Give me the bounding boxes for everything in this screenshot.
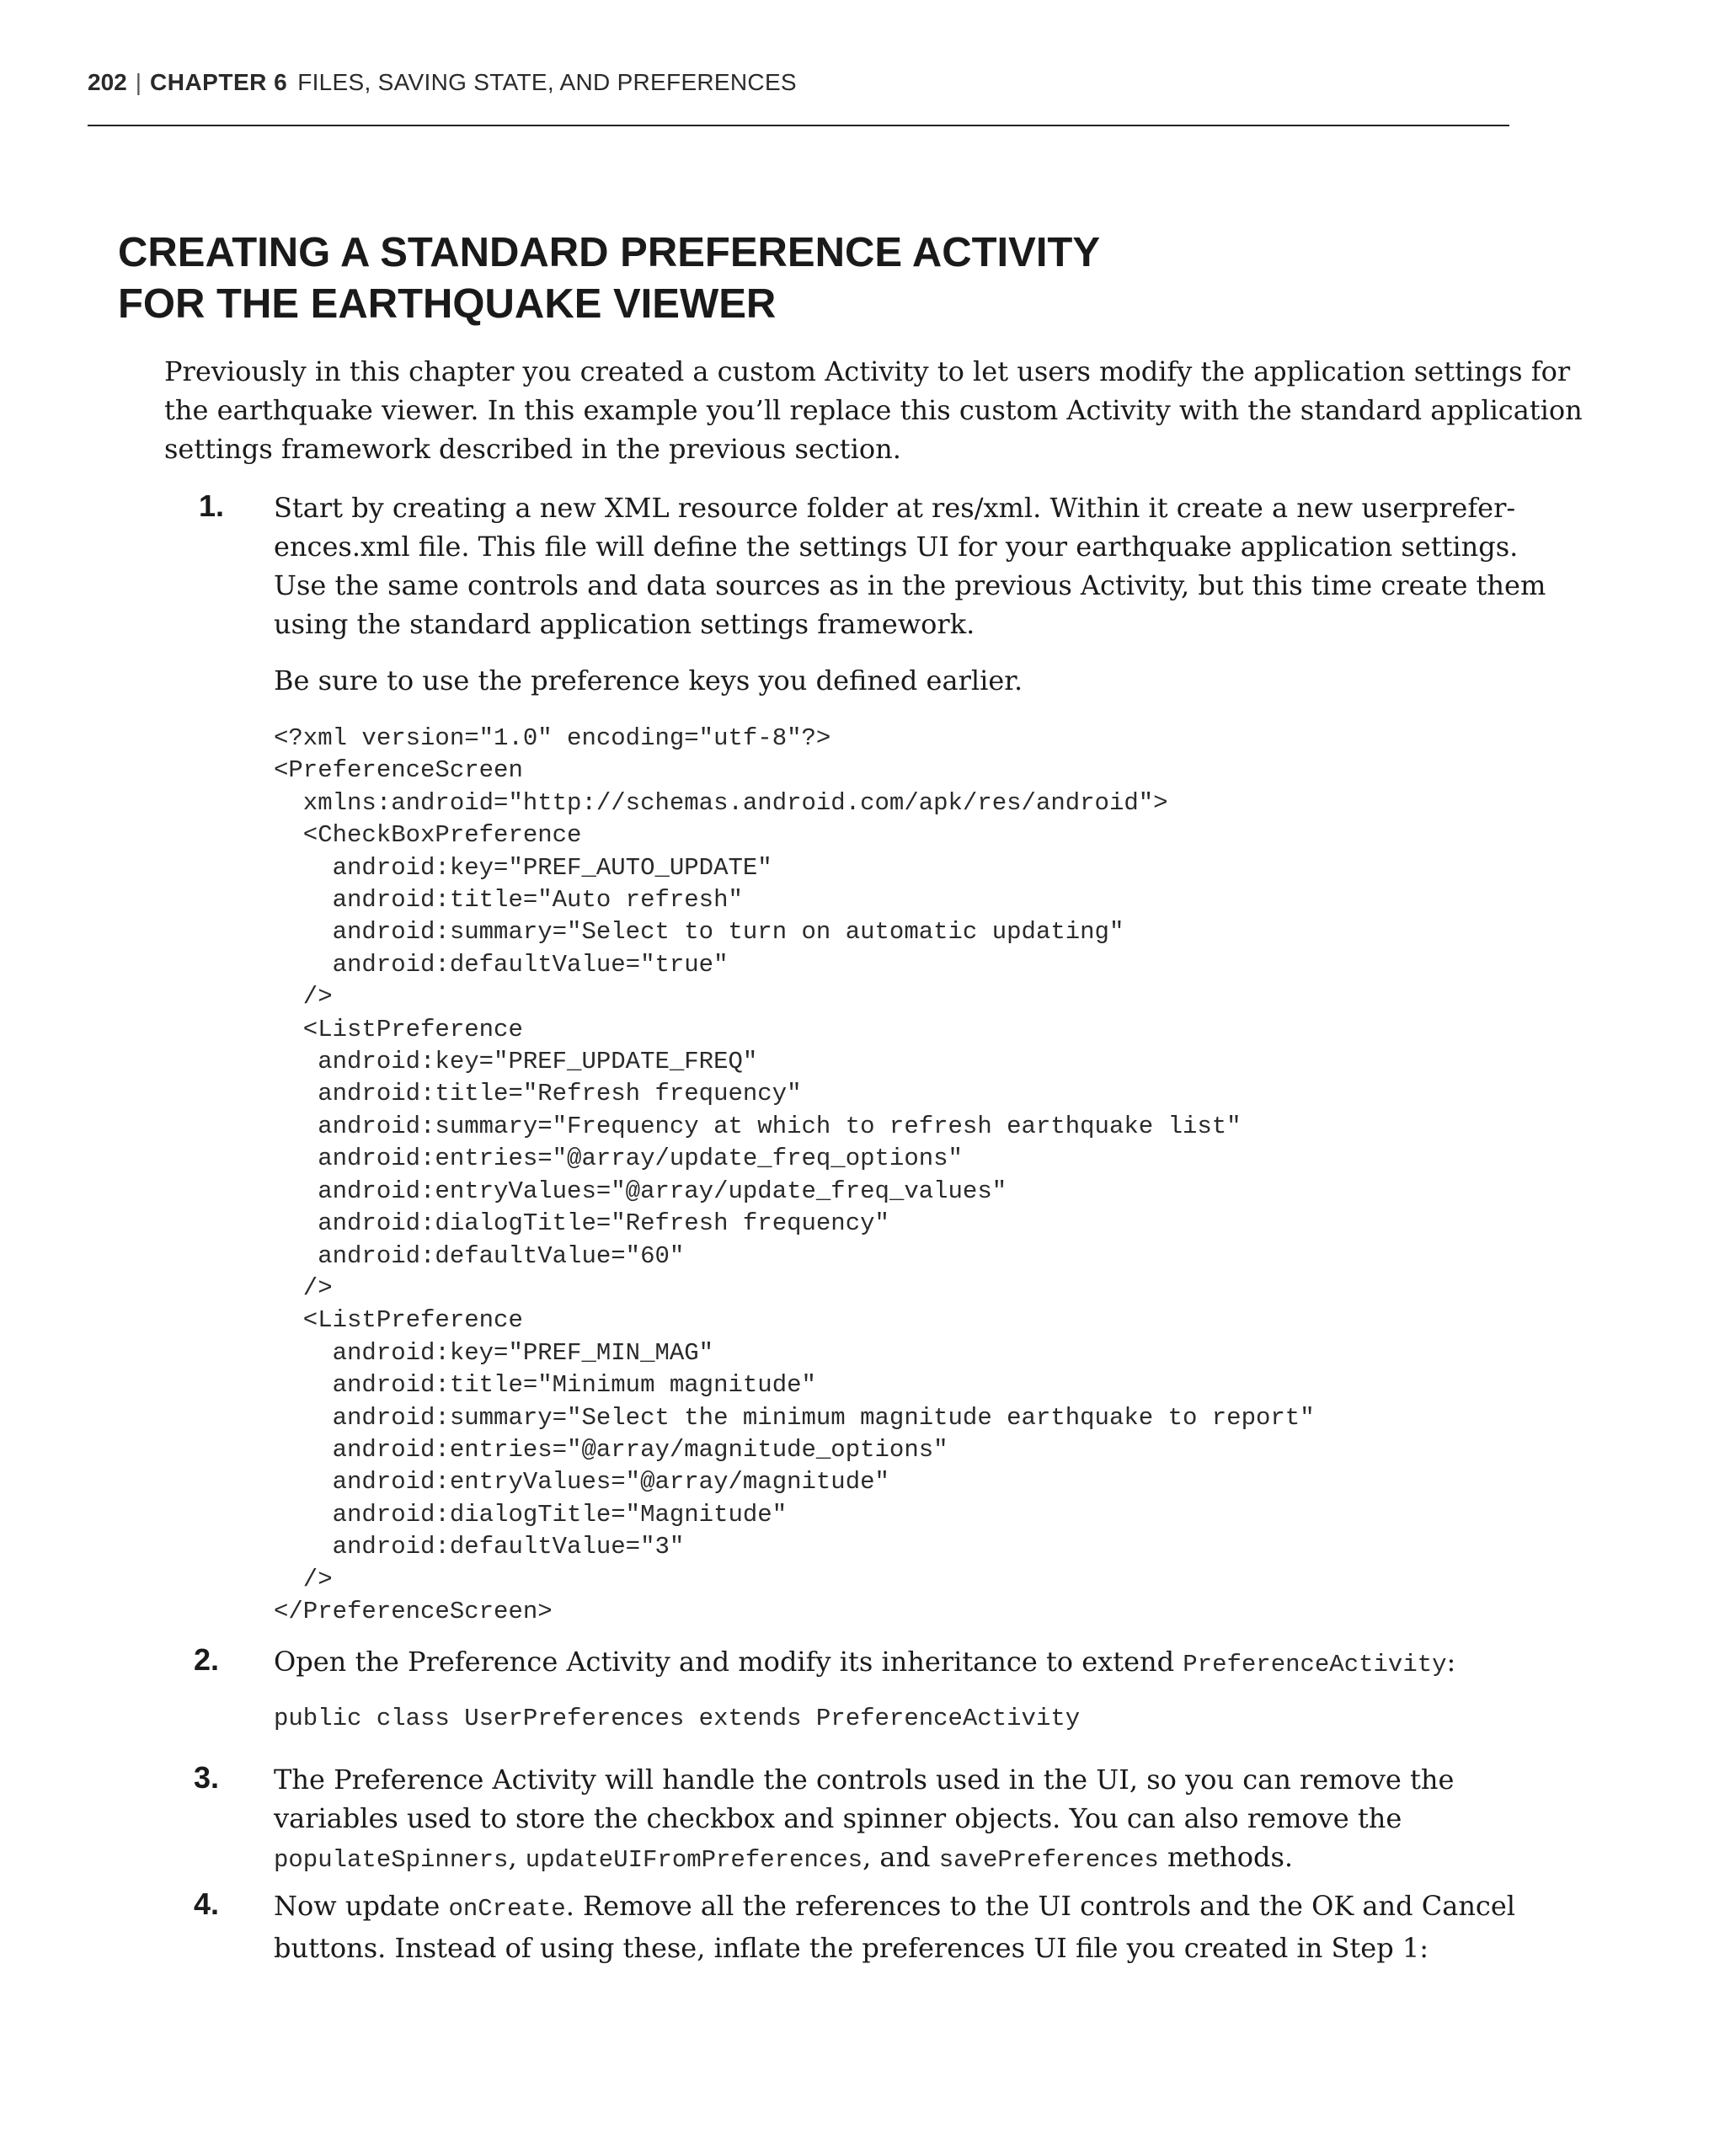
intro-paragraph xyxy=(164,352,1583,468)
step-2-number: 2. xyxy=(194,1642,220,1677)
code-line: android:dialogTitle="Magnitude" xyxy=(274,1500,788,1529)
code-line: android:defaultValue="true" xyxy=(274,950,729,979)
xml-code-block xyxy=(274,723,1315,1628)
code-line: android:key="PREF_MIN_MAG" xyxy=(274,1338,714,1367)
code-line: xmlns:android="http://schemas.android.com/apk/res/android"> xyxy=(274,788,1168,817)
step-3-sep: , and xyxy=(862,1841,939,1873)
step-1-line: using the standard application settings framework. xyxy=(274,608,975,640)
step-4-text xyxy=(274,1886,1537,1967)
code-line: android:summary="Select to turn on automatic updating" xyxy=(274,918,1124,947)
step-3-text xyxy=(274,1760,1537,1880)
step-3-tail: methods. xyxy=(1158,1841,1294,1873)
header-rule xyxy=(88,125,1509,126)
code-line: <ListPreference xyxy=(274,1306,523,1335)
step-4-text-after: . Remove all the references to the UI controls and the OK and Cancel xyxy=(565,1890,1516,1922)
code-line: android:key="PREF_UPDATE_FREQ" xyxy=(274,1048,758,1076)
step-1-line: ences.xml file. This file will define the settings UI for your earthquake application settings. xyxy=(274,531,1519,563)
code-line: android:dialogTitle="Refresh frequency" xyxy=(274,1209,889,1238)
intro-line: settings framework described in the previous section. xyxy=(164,433,901,465)
inline-code: populateSpinners xyxy=(274,1846,509,1874)
page-number: 202 xyxy=(88,69,127,95)
step-1-text xyxy=(274,488,1546,643)
code-line: /> xyxy=(274,1273,333,1302)
step-4-line xyxy=(274,1886,1537,1929)
step-3-line: The Preference Activity will handle the controls used in the UI, so you can remove the xyxy=(274,1764,1455,1796)
inline-code: savePreferences xyxy=(938,1846,1159,1874)
code-line: android:title="Refresh frequency" xyxy=(274,1080,802,1108)
step-3-line: variables used to store the checkbox and spinner objects. You can also remove the xyxy=(274,1802,1402,1834)
heading-line-2: FOR THE EARTHQUAKE VIEWER xyxy=(118,281,777,327)
chapter-title: FILES, SAVING STATE, AND PREFERENCES xyxy=(297,69,797,95)
step-1-line: Start by creating a new XML resource folder at res/xml. Within it create a new userprefer- xyxy=(274,492,1516,524)
code-line: android:summary="Select the minimum magnitude earthquake to report" xyxy=(274,1403,1315,1432)
step-1-line: Use the same controls and data sources as in the previous Activity, but this time create them xyxy=(274,569,1546,601)
chapter-label: CHAPTER 6 xyxy=(150,69,288,95)
step-2-text-before: Open the Preference Activity and modify its inheritance to extend xyxy=(274,1646,1183,1678)
code-line: android:summary="Frequency at which to refresh earthquake list" xyxy=(274,1112,1242,1140)
code-line: <CheckBoxPreference xyxy=(274,821,582,850)
section-heading xyxy=(118,227,1381,330)
code-line: </PreferenceScreen> xyxy=(274,1597,553,1625)
header-separator: | xyxy=(135,69,142,95)
step-2-text xyxy=(274,1642,1537,1684)
code-line: /> xyxy=(274,983,333,1011)
inline-code: updateUIFromPreferences xyxy=(525,1846,863,1874)
step-1-note: Be sure to use the preference keys you defined earlier. xyxy=(274,664,1023,696)
step-4-number: 4. xyxy=(194,1886,220,1921)
code-line: android:entryValues="@array/magnitude" xyxy=(274,1468,889,1497)
running-head xyxy=(88,69,797,96)
intro-line: Previously in this chapter you created a custom Activity to let users modify the application settings for xyxy=(164,355,1571,387)
step-3-line xyxy=(274,1838,1537,1880)
code-line: android:title="Auto refresh" xyxy=(274,886,743,915)
code-line: android:defaultValue="60" xyxy=(274,1241,685,1270)
step-2-text-after: : xyxy=(1446,1646,1456,1678)
code-line: android:entryValues="@array/update_freq_values" xyxy=(274,1177,1007,1205)
code-line: <PreferenceScreen xyxy=(274,756,523,785)
code-line: <ListPreference xyxy=(274,1015,523,1043)
heading-line-1: CREATING A STANDARD PREFERENCE ACTIVITY xyxy=(118,230,1101,275)
step-4-line: buttons. Instead of using these, inflate the preferences UI file you created in Step 1: xyxy=(274,1932,1429,1964)
java-code-line: public class UserPreferences extends PreferenceActivity xyxy=(274,1705,1081,1732)
code-line: /> xyxy=(274,1565,333,1593)
code-line: <?xml version="1.0" encoding="utf-8"?> xyxy=(274,724,831,752)
step-1-number: 1. xyxy=(199,488,225,523)
code-line: android:defaultValue="3" xyxy=(274,1533,685,1561)
inline-code: PreferenceActivity xyxy=(1183,1651,1447,1678)
inline-code: onCreate xyxy=(448,1895,566,1923)
code-line: android:entries="@array/update_freq_options" xyxy=(274,1145,963,1173)
code-line: android:key="PREF_AUTO_UPDATE" xyxy=(274,853,772,882)
code-line: android:title="Minimum magnitude" xyxy=(274,1371,816,1400)
code-line: android:entries="@array/magnitude_options" xyxy=(274,1435,948,1464)
step-3-sep: , xyxy=(508,1841,526,1873)
step-4-text-before: Now update xyxy=(274,1890,449,1922)
step-3-number: 3. xyxy=(194,1760,220,1795)
intro-line: the earthquake viewer. In this example you’ll replace this custom Activity with the standard application xyxy=(164,394,1583,426)
